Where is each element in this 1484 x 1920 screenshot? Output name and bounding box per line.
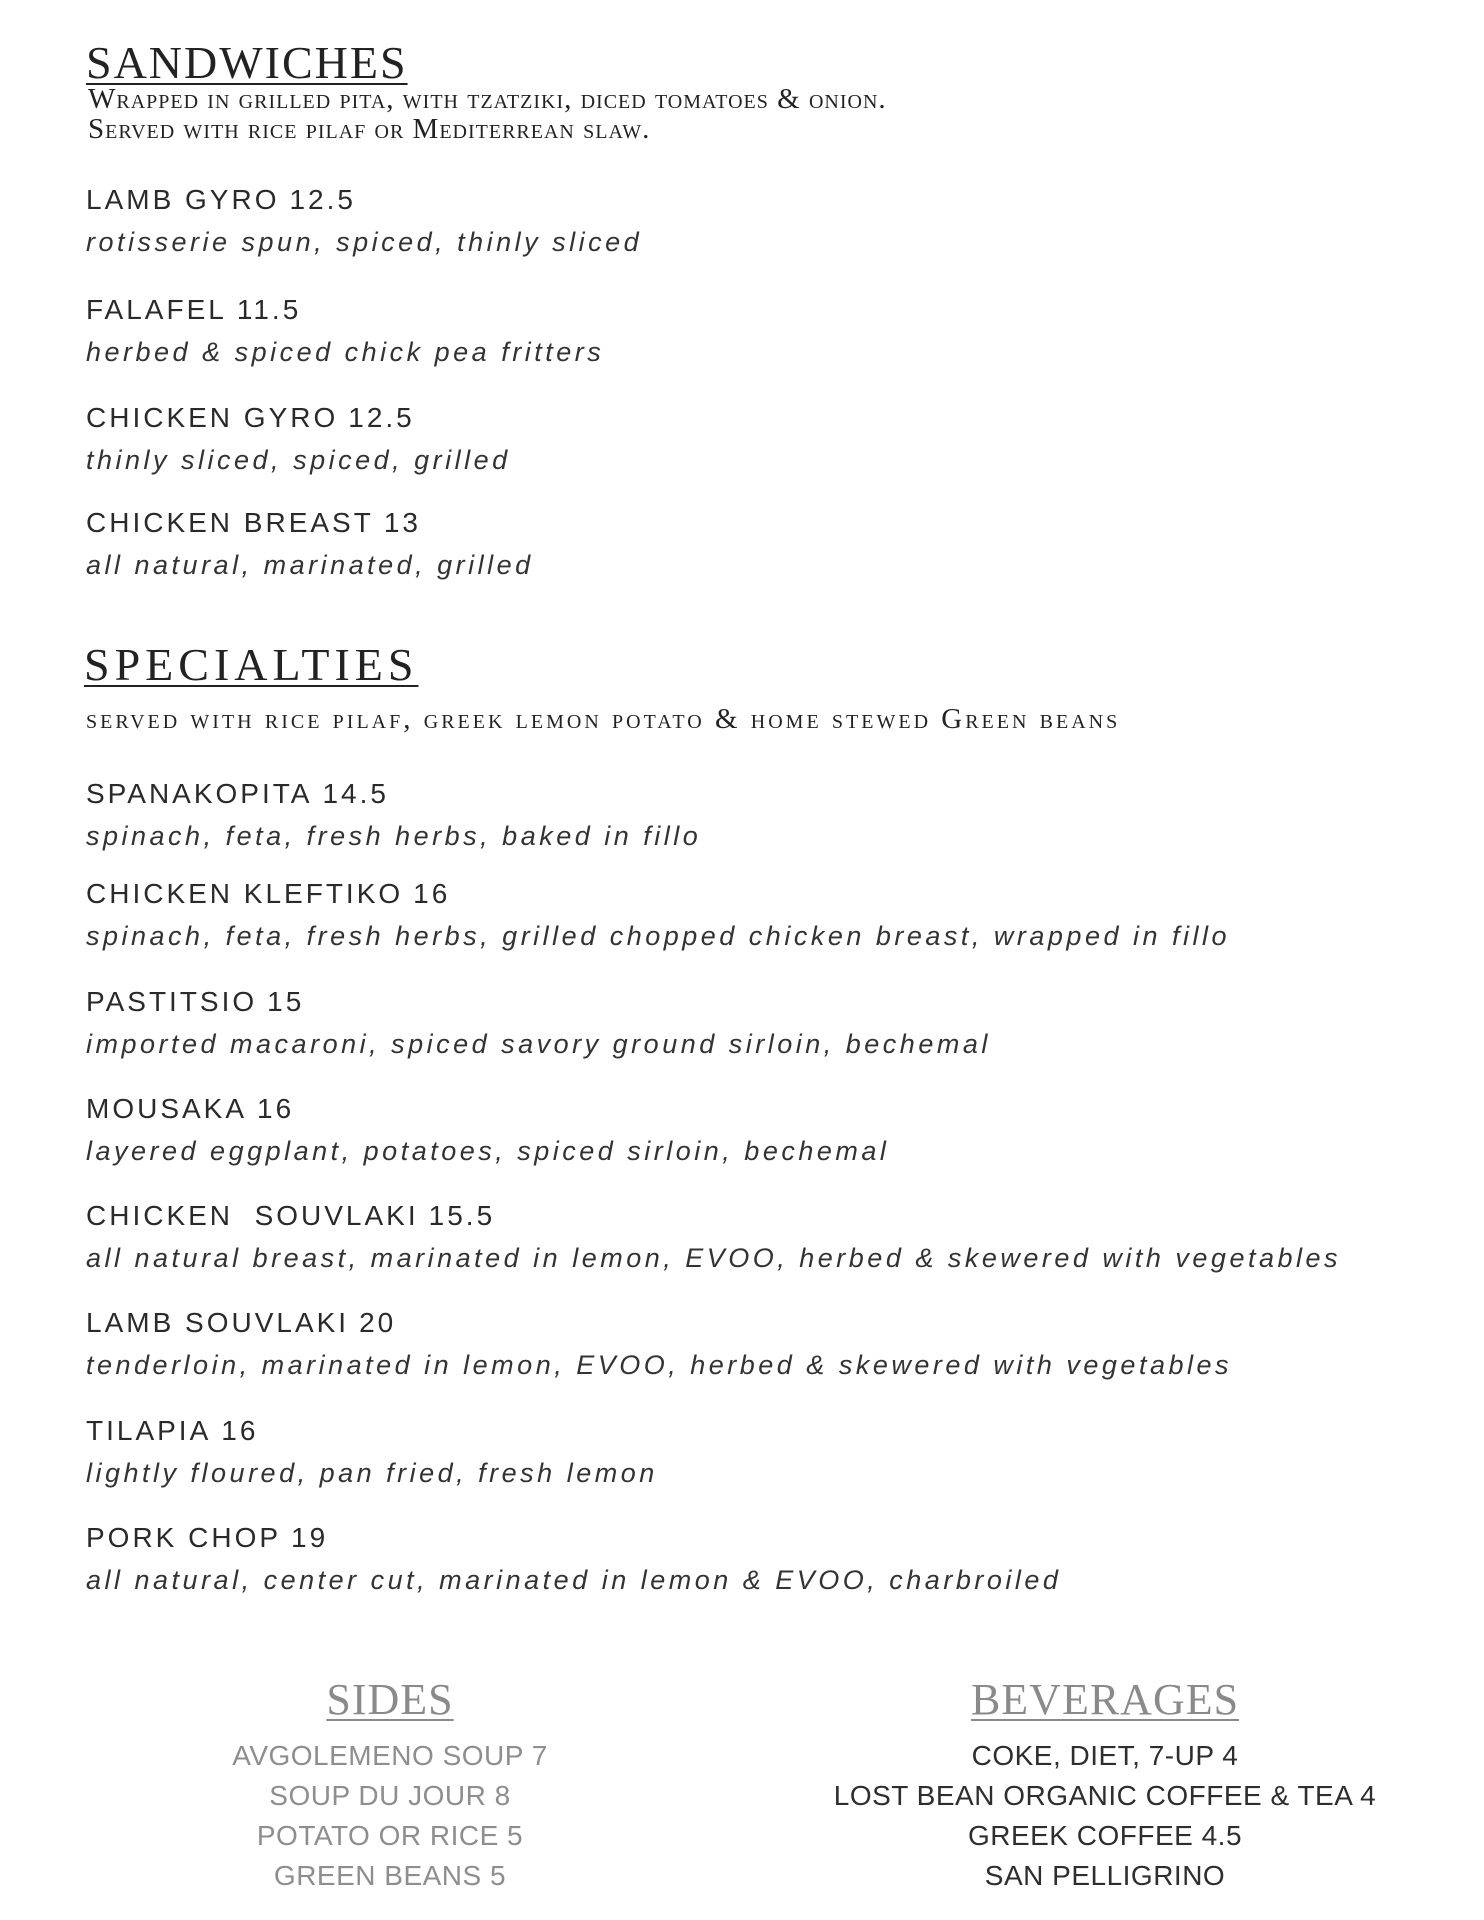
item-title — [86, 398, 511, 438]
sandwiches-title: SANDWICHES — [86, 37, 408, 88]
item-description: spinach, feta, fresh herbs, baked in fillo — [86, 821, 702, 851]
item-price: 12.5 — [289, 184, 356, 215]
item-description: layered eggplant, potatoes, spiced sirloin, bechemal — [86, 1136, 890, 1166]
item-title — [86, 1303, 1232, 1343]
item-description: tenderloin, marinated in lemon, EVOO, herbed & skewered with vegetables — [86, 1350, 1232, 1380]
beverages-title: BEVERAGES — [970, 1675, 1240, 1724]
item-price: 16 — [221, 1415, 259, 1446]
item-title — [86, 1196, 1341, 1236]
menu-item — [86, 1089, 889, 1171]
sides-section — [190, 1672, 590, 1896]
sides-title: SIDES — [326, 1675, 454, 1724]
item-name: CHICKEN BREAST — [86, 507, 374, 538]
item-name: LAMB GYRO — [86, 184, 280, 215]
sides-item: SOUP DU JOUR 8 — [269, 1780, 511, 1811]
item-price: 15.5 — [428, 1200, 496, 1231]
item-description: imported macaroni, spiced savory ground sirloin, bechemal — [86, 1029, 991, 1059]
menu-item — [86, 503, 534, 585]
item-title — [86, 1518, 1061, 1558]
item-price: 19 — [291, 1522, 329, 1553]
item-name: CHICKEN GYRO — [86, 402, 339, 433]
beverages-item: COKE, DIET, 7-UP 4 — [971, 1740, 1239, 1771]
item-title — [86, 503, 534, 543]
item-description: all natural breast, marinated in lemon, EVOO, herbed & skewered with vegetables — [86, 1243, 1342, 1273]
item-name: SPANAKOPITA — [86, 778, 313, 809]
item-price: 14.5 — [322, 778, 389, 809]
sandwiches-intro-line-1: Wrapped in grilled pita, with tzatziki, diced tomatoes & onion. — [88, 83, 887, 115]
sides-item: GREEN BEANS 5 — [273, 1860, 507, 1891]
item-title — [86, 774, 701, 814]
item-name: MOUSAKA — [86, 1093, 248, 1124]
item-description: lightly floured, pan fried, fresh lemon — [86, 1458, 658, 1488]
item-description: all natural, marinated, grilled — [86, 550, 534, 580]
menu-item — [86, 1196, 1341, 1278]
sides-item: POTATO OR RICE 5 — [256, 1820, 524, 1851]
item-description: herbed & spiced chick pea fritters — [86, 337, 605, 367]
item-description: all natural, center cut, marinated in lemon & EVOO, charbroiled — [86, 1565, 1062, 1595]
item-name: CHICKEN KLEFTIKO — [86, 878, 404, 909]
item-title — [86, 1089, 889, 1129]
item-name: PORK CHOP — [86, 1522, 282, 1553]
item-price: 15 — [267, 986, 305, 1017]
menu-item — [86, 1411, 658, 1493]
specialties-subtitle: served with rice pilaf, greek lemon potato & home stewed Green beans — [86, 703, 1121, 735]
item-title — [86, 874, 1230, 914]
menu-item — [86, 774, 701, 856]
item-price: 12.5 — [348, 402, 415, 433]
sandwiches-intro-line-2: Served with rice pilaf or Mediterrean slaw. — [88, 113, 651, 145]
menu-item — [86, 180, 642, 262]
menu-item — [86, 290, 604, 372]
item-name: TILAPIA — [86, 1415, 212, 1446]
item-price: 13 — [383, 507, 421, 538]
item-title — [86, 982, 991, 1022]
item-price: 16 — [257, 1093, 295, 1124]
item-name: FALAFEL — [86, 294, 227, 325]
specialties-title: SPECIALTIES — [84, 639, 419, 690]
menu-item — [86, 1518, 1061, 1600]
menu-item — [86, 398, 511, 480]
menu-item — [86, 1303, 1232, 1385]
item-name: LAMB SOUVLAKI — [86, 1307, 350, 1338]
item-description: thinly sliced, spiced, grilled — [86, 445, 511, 475]
item-price: 16 — [413, 878, 451, 909]
item-price: 20 — [359, 1307, 397, 1338]
item-price: 11.5 — [236, 294, 302, 325]
beverages-section — [820, 1672, 1390, 1896]
item-title — [86, 180, 642, 220]
item-name: PASTITSIO — [86, 986, 258, 1017]
beverages-item: SAN PELLIGRINO — [984, 1860, 1226, 1891]
menu-item — [86, 874, 1230, 956]
menu-item — [86, 982, 991, 1064]
item-title — [86, 1411, 658, 1451]
sandwiches-intro — [88, 84, 887, 144]
item-name: CHICKEN SOUVLAKI — [86, 1200, 419, 1231]
beverages-item: LOST BEAN ORGANIC COFFEE & TEA 4 — [833, 1780, 1377, 1811]
item-description: rotisserie spun, spiced, thinly sliced — [86, 227, 643, 257]
sides-item: AVGOLEMENO SOUP 7 — [232, 1740, 548, 1771]
item-title — [86, 290, 604, 330]
beverages-item: GREEK COFFEE 4.5 — [967, 1820, 1243, 1851]
item-description: spinach, feta, fresh herbs, grilled chopped chicken breast, wrapped in fillo — [86, 921, 1231, 951]
